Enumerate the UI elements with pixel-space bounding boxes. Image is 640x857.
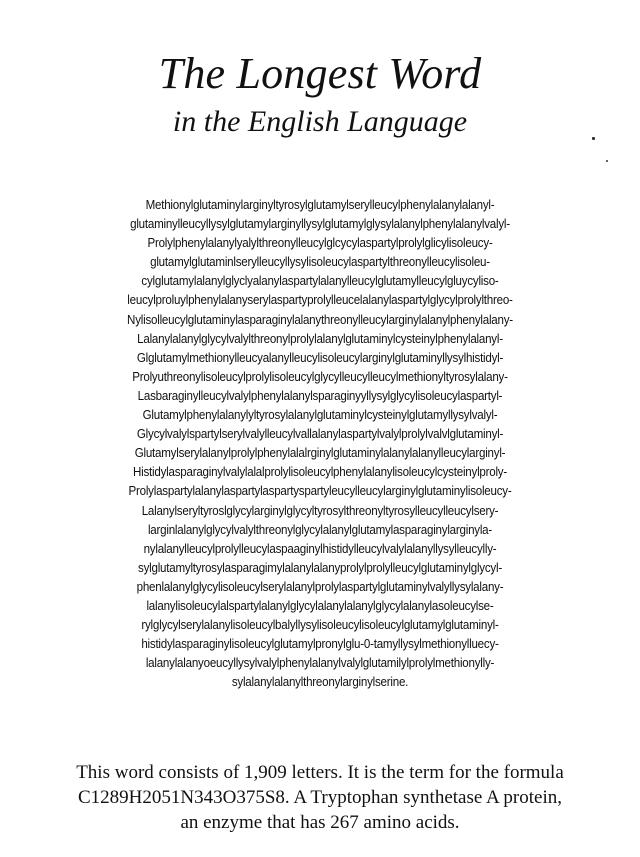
word-line: lalanylalanyoeucyllysylvalylphenylalanylvalylglutamilylprolylmethionylly- bbox=[145, 656, 495, 671]
page-subtitle: in the English Language bbox=[172, 105, 468, 138]
word-line: histidylasparaginylisoleucylglutamylpronylglu-0-tamyllysylmethionylluecy- bbox=[141, 637, 499, 652]
word-line: Prolylphenylalanylyalylthreonylleucylglcycylaspartylprolylglicylisoleucy- bbox=[147, 236, 493, 251]
word-line: larginlalanylglycylvalylthreonylglycylalanylglutamylasparaginylarginyla- bbox=[147, 522, 493, 537]
word-line: Glutamylserylalanylprolylphenylalalrginylglutaminylalanylalanylleucylarginyl- bbox=[134, 446, 506, 461]
word-line: Methionylglutaminylarginyltyrosylglutamylserylleucylphenylalanylalanyl- bbox=[145, 198, 495, 212]
scan-speck bbox=[606, 160, 608, 162]
page-title: The Longest Word bbox=[158, 49, 482, 98]
word-line: lalanylisoleucylalspartylalanylglycylalanylalanylglycylalanylasoleucylse- bbox=[146, 598, 494, 613]
word-line: cylglutamylalanylglyclyalanylaspartylalanylleucylglutamylleucylgluycyliso- bbox=[141, 274, 499, 289]
description-line: This word consists of 1,909 letters. It is the term for the formula bbox=[76, 762, 564, 783]
word-line: Lasbaraginylleucylvalylphenylalanylsparaginyyllysylglycylisoleucylaspartyl- bbox=[137, 388, 503, 403]
word-line: Glycylvalylspartylserylvalylleucylvallalanylaspartylvalylprolylvalvlglutaminyl- bbox=[136, 427, 504, 442]
word-line: Prolylaspartylalanylaspartylaspartyspartyleucylleucylarginylglutaminylisoleucy- bbox=[128, 484, 512, 499]
word-line: phenlalanylglycylisoleucylserylalanylprolylaspartylglutaminylvalyllysylalany- bbox=[136, 579, 504, 594]
word-line: glutaminylleucyllysylglutamylarginyllysylglutamylglysylalanylphenylalanylvalyl- bbox=[130, 217, 510, 232]
word-line: sylalanylalanylthreonylarginylserine. bbox=[231, 675, 409, 690]
scan-speck bbox=[592, 137, 595, 140]
word-line: glutamylglutaminlserylleucyllysylisoleucylaspartylthreonylleucylisoleu- bbox=[150, 255, 490, 270]
word-line: Histidylasparaginylvalylalalprolylisoleucylphenylalanylisoleucylcysteinylproly- bbox=[132, 465, 508, 480]
word-line: nylalanylleucylprolylleucylaspaaginylhistidylleucylvalylalanyllysylleucylly- bbox=[143, 541, 497, 556]
word-line: rylglycylserylalanylisoleucylbalyllysylisoleucylisoleucylglutamylglutaminyl- bbox=[141, 618, 499, 633]
longest-word-block bbox=[38, 196, 601, 692]
description-paragraph bbox=[10, 760, 630, 835]
word-line: Glglutamylmethionylleucyalanylleucylisoleucylarginylglutaminyllysylhistidyl- bbox=[136, 350, 504, 365]
word-line: Lalanylseryltyroslglycylarginylglycyltyrosylthreonyltyrosylleucylleucylsery- bbox=[141, 503, 499, 518]
word-line: Prolyuthreonylisoleucylprolylisoleucylglycylleucylleucylmethionyltyrosylalany- bbox=[132, 369, 508, 384]
word-line: leucylproluylphenylalanyserylaspartyprolylleucelalanylaspartylglycylprolylthreo- bbox=[127, 293, 513, 308]
word-line: Lalanylalanylglycylvalylthreonylprolylalanylglutaminylcysteinylphenylalanyl- bbox=[137, 331, 503, 346]
description-line: an enzyme that has 267 amino acids. bbox=[180, 812, 460, 833]
word-line: sylglutamyltyrosylasparagimylalanylalanyprolylprolylleucylglutaminylglycyl- bbox=[138, 560, 502, 575]
word-line: Glutamylphenylalanylyltyrosylalanylglutaminylcysteinylglutamyllysylvalyl- bbox=[142, 408, 498, 423]
word-line: Nylisolleucylglutaminylasparaginylalanythreonylleucylarginylalanylphenylalany- bbox=[127, 312, 513, 327]
description-line: C1289H2051N343O375S8. A Tryptophan synthetase A protein, bbox=[78, 787, 562, 808]
